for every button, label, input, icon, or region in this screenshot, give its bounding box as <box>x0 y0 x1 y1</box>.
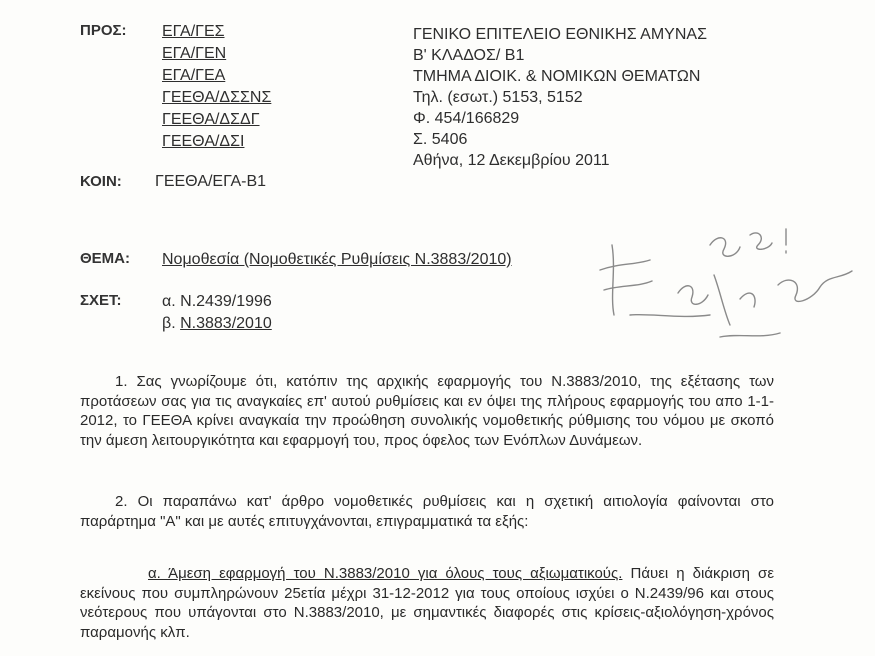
sender-phone: Τηλ. (εσωτ.) 5153, 5152 <box>413 89 583 106</box>
reference-item <box>162 313 272 334</box>
recipient: ΕΓΑ/ΓΕΣ <box>162 23 225 40</box>
reference-value: Ν.3883/2010 <box>180 315 272 332</box>
reference-prefix: α. <box>162 293 176 310</box>
paragraph-2: 2. Οι παραπάνω κατ' άρθρο νομοθετικές ρυθμίσεις και η σχετική αιτιολογία φαίνονται στο παράρτημα "Α" και με αυτές επιτυγχάνονται, επιγραμματικά τα εξής: <box>80 493 774 530</box>
reference-value: Ν.2439/1996 <box>180 293 272 310</box>
sender-block <box>413 24 707 171</box>
reference-label: ΣΧΕΤ: <box>80 292 122 309</box>
sender-department: ΤΜΗΜΑ ΔΙΟΙΚ. & ΝΟΜΙΚΩΝ ΘΕΜΑΤΩΝ <box>413 68 701 85</box>
recipient: ΕΓΑ/ΓΕΝ <box>162 45 227 62</box>
handwritten-annotation <box>590 215 870 360</box>
recipient-list <box>162 21 271 153</box>
recipient: ΕΓΑ/ΓΕΑ <box>162 67 226 84</box>
to-label: ΠΡΟΣ: <box>80 22 127 39</box>
recipient: ΓΕΕΘΑ/ΔΣΣΝΣ <box>162 89 272 106</box>
cc-value: ΓΕΕΘΑ/ΕΓΑ-Β1 <box>155 173 267 190</box>
recipient: ΓΕΕΘΑ/ΔΣΔΓ <box>162 111 260 128</box>
cc-label: ΚΟΙΝ: <box>80 173 122 190</box>
item-a-heading: α. Άμεση εφαρμογή του Ν.3883/2010 για όλους τους αξιωματικούς. <box>148 565 623 582</box>
document-date: Αθήνα, 12 Δεκεμβρίου 2011 <box>413 152 610 169</box>
recipient: ΓΕΕΘΑ/ΔΣΙ <box>162 133 245 150</box>
file-number: Φ. 454/166829 <box>413 110 520 127</box>
paragraph-1: 1. Σας γνωρίζουμε ότι, κατόπιν της αρχικής εφαρμογής του Ν.3883/2010, της εξέτασης των προτάσεων σας για τις αναγκαίες επ' αυτού ρυθμίσεις και εν όψει της πλήρους εφαρμογής του απο 1-1-2012, το ΓΕΕΘΑ κρίνει αναγκαία την προώθηση συνολικής νομοθετικής ρύθμισης του νόμου με σκοπό την άμεση λειτουργικότητα και εφαρμογή του, προς όφελος των Ενόπλων Δυνάμεων. <box>80 373 774 449</box>
signature-scribble <box>590 215 870 355</box>
sender-branch: Β' ΚΛΑΔΟΣ/ Β1 <box>413 47 525 64</box>
reference-item <box>162 291 272 312</box>
subject-value: Νομοθεσία (Νομοθετικές Ρυθμίσεις Ν.3883/2010) <box>162 251 512 268</box>
item-a <box>80 564 774 642</box>
item-a-text: Πάυει η διάκριση σε εκείνους που συμπληρώνουν 25ετία μέχρι 31-12-2012 για τους οποίους ισχύει ο Ν.2439/96 και στους νεότερους που υπάγονται στο Ν.3883/2010, με σημαντικές διαφορές στις κρίσεις-αξιολόγηση-χρόνος παραμονής κλπ. <box>80 565 775 641</box>
reference-prefix: β. <box>162 315 176 332</box>
reference-number: Σ. 5406 <box>413 131 468 148</box>
subject-label: ΘΕΜΑ: <box>80 250 130 267</box>
sender-org: ΓΕΝΙΚΟ ΕΠΙΤΕΛΕΙΟ ΕΘΝΙΚΗΣ ΑΜΥΝΑΣ <box>413 26 707 43</box>
